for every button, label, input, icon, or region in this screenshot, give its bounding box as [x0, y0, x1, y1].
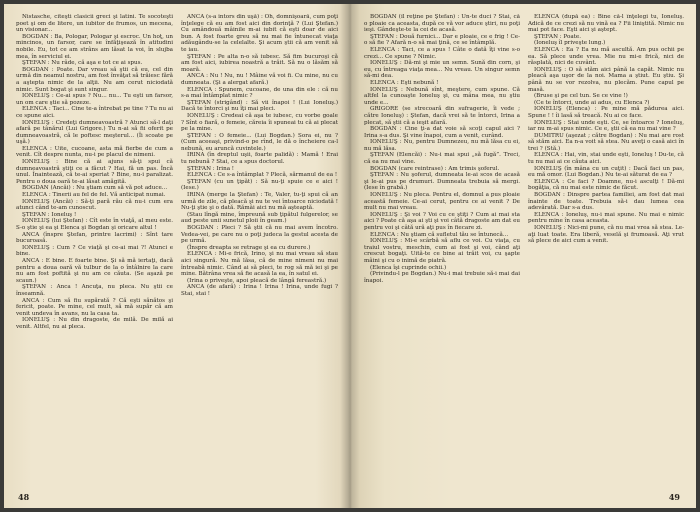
left-page-column-1: [16, 14, 173, 482]
page-number-left: 48: [18, 492, 30, 502]
dialogue-paragraph: (Ce te întorci, unde ai adus, cu Elenca ?): [534, 99, 650, 106]
dialogue-paragraph: IONELUŞ : Nici-mi pune, că nu mai vrea să stea. Le-aţi luat toate. Era liberă, veselă şi frumoasă. Aţi vrut să plece de aici cum a venit.: [528, 225, 684, 245]
dialogue-paragraph: ŞTEFAN (cu un ţipăt) : Să nu-ţi spuie ce e aici ! (Iese.): [181, 178, 338, 192]
dialogue-paragraph: ELENCA : Taci... Cine te-a întrebat pe tine ? Tu nu ai ce spune aici.: [16, 106, 173, 119]
dialogue-paragraph: ŞTEFAN : Pe alta n-o să iubesc. Să fim bucuroşi că am fost aici, iubirea noastră a trăit. Să nu o lăsăm să moară.: [181, 53, 338, 73]
dialogue-paragraph: ELENCA : Tinerii au fel de fel. Vă anticipat numai.: [22, 192, 166, 199]
dialogue-paragraph: IONELUŞ : Şi voi ? Voi cu ce ştiţi ? Cum ai mai sta aici ? Poate că aşa ai şti şi voi câtă dragoste am dat eu pentru voi şi câtă ură aţi pus în fiecare zi.: [364, 211, 520, 231]
dialogue-paragraph: ELENCA : Ce faci ? Doamne, nu-i asculţi ! Dă-mi bogăţia, că nu mai este nimic de făcut.: [528, 178, 684, 192]
dialogue-paragraph: DUMITRU (aşezat ; către Bogdan) : Nu mai are rost să stăm aici. Ea n-a voit să stea. Nu aveţi o casă aici în trei ? (Stă.): [528, 132, 684, 152]
dialogue-paragraph: IONELUŞ : Mi-e scârbă să aflu ce voi. Cu viaţa, cu traiul vostru, meschin, cum ai fost şi voi, când aţi crescut bogaţi. Uită-te ce bine ai trăit voi, cu şapte mâini şi cu o inimă de piatră.: [364, 238, 520, 264]
left-page-column-2: [181, 14, 338, 482]
dialogue-paragraph: ANCA : Nu ! Nu, nu ! Mâine vă voi fi. Cu mine, nu cu dumneata. (Şi a alergat afară.): [181, 73, 338, 86]
dialogue-paragraph: ANCA (de afară) : Irina ! Irina ! Irina, unde fugi ? Stai, stai !: [181, 284, 338, 297]
dialogue-paragraph: IONELUŞ (Ancăi) : Să-ţi pară rău că nu-i cum era atunci când te-am cunoscut.: [16, 198, 173, 212]
page-number-right: 49: [668, 492, 680, 502]
dialogue-paragraph: IONELUŞ : Nu, pentru Dumnezeu, nu mă lăsa cu ei, nu mă lăsa.: [364, 139, 520, 152]
dialogue-paragraph: ANCA : Cum să fiu supărată ? Că eşti sănătos şi fericit, poate. Pe mine, cel mult, să mă supăr că am venit undeva în avans, nu la casa ta.: [16, 297, 173, 317]
right-page-columns: [364, 14, 684, 482]
dialogue-paragraph: ELENCA : Taci, ce a spus ! Câte o dată îţi vine s-o crezi... Ce spune ? Nimic.: [364, 46, 520, 60]
dialogue-paragraph: IRINA (merge la Ştefan) : Te, Valer, tu-ţi spui că an urmă de zile, că pleacă şi nu te vei întoarce niciodată ! Nu-ţi ştie şi o dată. Rămâi aici nu mă aşteaptă.: [181, 192, 338, 212]
dialogue-paragraph: BOGDAN : Poate. Dar vreau să ştii că eu, cel din urmă din neamul nostru, am fost învăţat să trăiesc fără a aştepta nimic de la alţii. Nu am cerut niciodată nimic. Sunt bogat şi sunt singur.: [16, 66, 173, 93]
dialogue-paragraph: ELENCA : Eşti nebună !: [370, 79, 439, 86]
dialogue-paragraph: BOGDAN (care reintrase) : Am trimis şoferul.: [370, 165, 500, 172]
dialogue-paragraph: BOGDAN (Ancăi) : Nu ştiam cum să vă pot aduce...: [22, 185, 168, 192]
dialogue-paragraph: IONELUŞ (lui Ştefan) : Cît este în viaţă, al meu este. S-o ştie şi ea şi Elenca şi Bogdan şi oricare altul !: [16, 218, 173, 231]
dialogue-paragraph: BOGDAN : Dinspre partea familiei, am fost dat mai înainte de toate. Trebuia să-i dau lumea cea adevărată. Dar s-a dus.: [528, 192, 684, 212]
dialogue-paragraph: IONELUŞ : Nu pleca. Pentru el, domnul a pus ploaie această femeie. Ce-ai cerut, pentru ce ai venit ? De mult nu mai vreau.: [364, 192, 520, 212]
dialogue-paragraph: (Stau lîngă mine, împreună sub ţipătul fulgerelor, se aud peste unii sunetul ploii în geam.): [181, 211, 338, 225]
dialogue-paragraph: ŞTEFAN : Două furnici... Dar e ploaie, ce e frig ! Ce-o să fie ? Afară n-o să mai ţină, ce se întâmplă.: [364, 33, 520, 47]
dialogue-paragraph: ŞTEFAN : Poate.: [534, 33, 581, 40]
dialogue-paragraph: ŞTEFAN : Nu şoferul, dumneata le-ai scos de acasă şi le-ai pus pe drumuri. Dumneata trebuia să mergi. (Iese în grabă.): [364, 172, 520, 192]
dialogue-paragraph: IONELUŞ : Nu din dragoste, de milă. De milă ai venit. Altfel, nu ai pleca.: [16, 317, 173, 330]
dialogue-paragraph: (Privindu-l pe Bogdan.) Nu-i mai trebuie să-i mai dai înapoi.: [364, 271, 520, 284]
dialogue-paragraph: (Irina o priveşte, apoi pleacă de lângă fereastră.): [187, 277, 327, 284]
dialogue-paragraph: BOGDAN : Pleci ? Să ştii că nu mai avem încotro. Vedea-vei, pe care nu o poţi judeca la gestul acesta de pe urmă.: [181, 225, 338, 245]
dialogue-paragraph: (Elenca îşi cuprinde ochii.): [370, 264, 447, 271]
dialogue-paragraph: (Ioneluş îl priveşte lung.): [534, 40, 606, 47]
dialogue-paragraph: ANCA (s-a întors din uşă) : Oh, domnişoară, cum poţi înţelege că eu am fost aici din dorinţă ? (Lui Ştefan.) Cu amândouă mâinile m-ai iubit că eşti doar de aici bun. A fost foarte greu să nu mai fie întunecat viaţa adăugându-se la celelalte. Şi acum ştii că am venit să te iau.: [181, 14, 338, 53]
right-page-column-1: [364, 14, 520, 482]
left-page-columns: [16, 14, 338, 482]
right-page-column-2: [528, 14, 684, 482]
dialogue-paragraph: IONELUŞ : Credeţi dumneavoastră ? Atunci să-l daţi afară pe tânărul (Lui Grigore.) Tu n-ai să fii oferit pe dumneavoastră, că le poftesc meşterul... (Îi scoate pe uşă.): [16, 119, 173, 146]
dialogue-paragraph: ELENCA : Nu ştiam că sufletul tău se întunecă...: [370, 231, 509, 238]
book-spread: [4, 4, 696, 508]
dialogue-paragraph: ŞTEFAN : Irina !: [187, 165, 235, 172]
dialogue-paragraph: ANCA : E bine. E foarte bine. Şi să mă iertaţi, dacă pentru a doua oară vă tulbur de la o întâlnire la care nu am fost poftită şi nu am ce căuta. (Se aşază pe scaun.): [16, 257, 173, 284]
dialogue-paragraph: IONELUŞ : Dă-mi şi mie un semn. Sună din corn, şi eu, cu întreaga viaţa mea... Nu vreau. Un singur semn să-mi dea.: [364, 60, 520, 80]
dialogue-paragraph: BOGDAN : Ba, Pologar, Pologar şi escroc. Un hoţ, un mincinos, un farsor, care se înfăţişează în atitudini nobile. Eu, tot ce am strâns am lăsat la voi, în slujba mea, în serviciul ei.: [16, 33, 173, 60]
dialogue-paragraph: IONELUŞ : Nebună sînt, meştere, cum spune. Că altfel la cunoaşte Ioneluş şi, cu mâna mea, nu ştiu unde e...: [364, 86, 520, 106]
dialogue-paragraph: ELENCA : Hai, vin, stai unde eşti, Ioneluş ! Du-te, că tu nu mai ai ce căuta aici.: [528, 152, 684, 166]
dialogue-paragraph: (Înspre dreapta se retrage şi ea cu durere.): [187, 244, 311, 251]
dialogue-paragraph: IONELUŞ : Credeai că aşa te iubesc, cu vorbe goale ? Sînt o fiară, o femeie, căreia îi spuneai tu că ai plecat pe la mine.: [181, 112, 338, 133]
dialogue-paragraph: IONELUŞ : Bine că ai ajuns să-ţi spui că dumneavoastră ştiţi ce a făcut ? Hai, fă un pas. Încă unul. Înaintează, că te-ai speriat ? Bine, nu-i paralizat. Pentru o doua oară te-ai lăsat amăgită.: [16, 159, 173, 185]
dialogue-paragraph: IONELUŞ : Ce-ai spus ? Nu... nu... Tu eşti un farsor, un om care ştie să pozeze.: [16, 93, 173, 106]
dialogue-paragraph: GRIGORE (se strecoară din sufragerie, îi vede ; către Ioneluş) : Ştefan, dacă vrei să te întorci, Irina a plecat, să ştii că a ieşit afară.: [364, 106, 520, 126]
dialogue-paragraph: ANCA (înspre Ştefan, printre lacrimi) : Sînt tare bucuroasă.: [16, 231, 173, 245]
dialogue-paragraph: (Bruse şi pe cel tun. Se ce vine !): [534, 93, 628, 100]
dialogue-paragraph: IONELUŞ (în mâna cu un cuţit) : Dacă faci un pas, eu mă omor. (Lui Bogdan.) Nu te-ai săturat de ea ?: [528, 165, 684, 179]
dialogue-paragraph: ŞTEFAN : Nu râde, că aşa e tot ce ai spus.: [22, 60, 143, 67]
dialogue-paragraph: IRINA (în dreptul uşii, foarte palidă) : Mamă ! Erai tu nebună ? Stai, ce a spus doctorul.: [181, 152, 338, 166]
dialogue-paragraph: IONELUŞ : Cum ? Ce viaţă şi ce-ai mai ?! Atunci e bine.: [16, 244, 173, 258]
dialogue-paragraph: IONELUŞ : O să stăm aici până la capăt. Nimic nu pleacă aşa uşor de la noi. Mama a ştiut. Eu ştiu. Şi până nu se vor rezolva, nu plecăm. Pune capul pe masă.: [528, 66, 684, 93]
dialogue-paragraph: Nistasche, citeşti clasicii greci şi latini. Te socoteşti poet şi om de litere, un iubitor de frumos, un mecena, un visionar...: [16, 14, 173, 34]
dialogue-paragraph: ELENCA : Ce s-a întâmplat ? Plecă, sărmanul de ea !: [187, 172, 338, 179]
dialogue-paragraph: IONELUŞ : Stai unde eşti. Ce, se întoarce ? Ioneluş, iar nu m-ai spus nimic. Ce e, ştii că ea nu mai vine ?: [528, 119, 684, 133]
dialogue-paragraph: BOGDAN (îl reţine pe Ştefan) : Un-te duci ? Stai, că o ploaie ca aceasta, după ce vă vor aduce ştiri, nu poţi ieşi. Gândeşte-te la cei de acasă.: [364, 14, 520, 34]
dialogue-paragraph: ELENCA : Mi-e frică, Irino, şi nu mai vreau să stau aici singură. Nu mă lăsa, că de mine nimeni nu mai întreabă nimic. Când ai să pleci, te rog să mă iei şi pe mine. Bătrâna vrea să fie acasă la ea, în satul ei.: [181, 251, 338, 278]
dialogue-paragraph: BOGDAN : Cine ţi-a dat voie să scoţi capul aici ? Irina s-a dus. Şi vine înapoi, cum a venit, curând.: [364, 126, 520, 139]
left-page: [4, 4, 350, 508]
dialogue-paragraph: ELENCA : Ea ? Ea nu mă ascultă. Am pus ochii pe ea. Să plece unde vrea. Mie nu mi-e frică, nici de răsplată, nici de cuvânt.: [528, 46, 684, 67]
dialogue-paragraph: ŞTEFAN (strigând) : Să vii înapoi ! (Lui Ioneluş.) Dacă te întorci şi nu îţi mai pleci.: [181, 99, 338, 113]
dialogue-paragraph: ŞTEFAN : O femeie... (Lui Bogdan.) Sora ei, nu ? (Cum aceeaşi, privind-o pe rînd, le dă o încheiere ca-l nebună, eu aruncă cuvintele.): [181, 132, 338, 152]
dialogue-paragraph: ŞTEFAN (Elencăi) : Nu-i mai spui „să fugă”. Treci, că ea nu mai vine.: [364, 152, 520, 166]
right-page: [350, 4, 696, 508]
dialogue-paragraph: ELENCA : Spunem, cucoane, de una din ele : că nu s-a mai întâmplat nimic ?: [181, 86, 338, 100]
dialogue-paragraph: ELENCA : Uite, cucoane, asta mă fierbe de cum a venit. Cît despre nunta, nu-i pe placul de nimeni.: [16, 145, 173, 159]
dialogue-paragraph: ELENCA : Ioneluş, nu-i mai spune. Nu mai e nimic pentru mine în casa aceasta.: [528, 211, 684, 225]
dialogue-paragraph: ŞTEFAN : Ioneluş !: [22, 211, 77, 218]
dialogue-paragraph: ELENCA (după ea) : Bine că-l înţelegi tu, Ioneluş. Adică de ce crezi să nu vină ea ? Fii liniştită. Nimic nu mai pot face. Eşti aici şi aştept.: [528, 14, 684, 34]
dialogue-paragraph: IONELUŞ (Elenca) : Pe mine mă pădurea aici. Spune ! ! îi lasă să treacă. Nu ai ce face.: [528, 106, 684, 119]
dialogue-paragraph: ŞTEFAN : Anca ! Ancuţa, nu pleca. Nu ştii ce înseamnă.: [16, 284, 173, 297]
